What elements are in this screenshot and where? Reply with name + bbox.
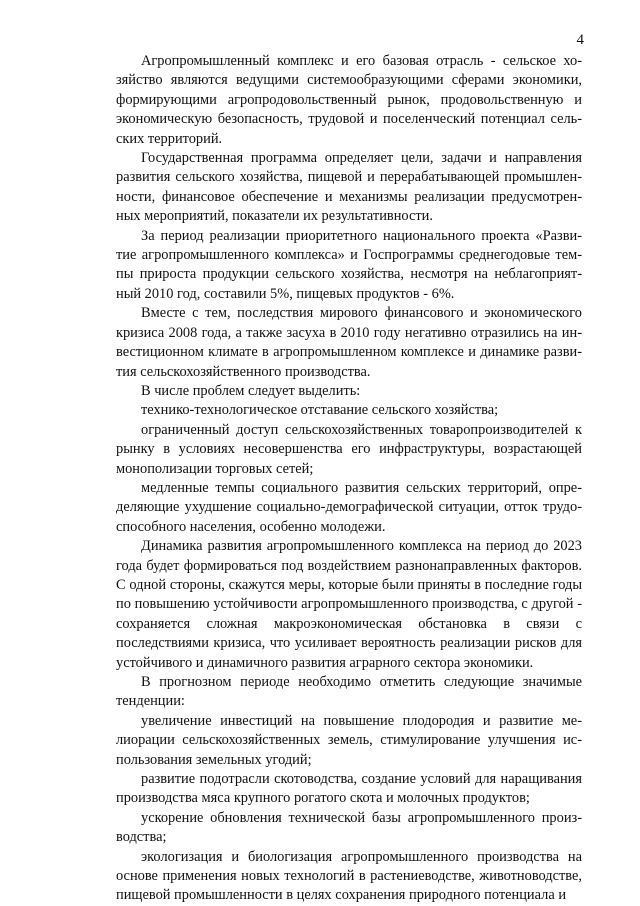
paragraph-apk-intro: Агропромышленный комплекс и его базовая отрасль - сельское хозяйство являются ведущими системообразующими сферами экономики, формирующими агропродовольственный рынок, продовольственную и экономическую безопасность, трудовой и поселенческий потенциал сельских территорий. [116, 53, 582, 147]
list-item-market-access: ограниченный доступ сельскохозяйственных товаропроизводителей к рынку в условиях несовершенства его инфраструктуры, возрастающей монополизации торговых сетей; [116, 421, 582, 477]
list-item-technology-lag: технико-технологическое отставание сельского хозяйства; [141, 402, 499, 419]
list-item-social-development: медленные темпы социального развития сельских территорий, определяющие ухудшение социально-демографической ситуации, отток трудоспособного населения, особенно молодежи. [116, 479, 582, 535]
list-item-investment-land: увеличение инвестиций на повышение плодородия и развитие мелиорации сельскохозяйственных земель, стимулирование улучшения использования земельных угодий; [116, 712, 582, 768]
paragraph-crisis-impact: Вместе с тем, последствия мирового финансового и экономического кризиса 2008 года, а также засуха в 2010 году негативно отразились на инвестиционном климате в агропромышленном комплексе и динамике развития сельскохозяйственного производства. [116, 305, 582, 380]
list-item-ecologization: экологизация и биологизация агропромышленного производства на основе применения новых технологий в растениеводстве, животноводстве, пищевой промышленности в целях сохранения природного потенциала и [116, 848, 582, 904]
paragraph-problems-intro: В числе проблем следует выделить: [141, 382, 361, 399]
paragraph-growth-rates: За период реализации приоритетного национального проекта «Развитие агропромышленного комплекса» и Госпрограммы среднегодовые темпы прироста продукции сельского хозяйства, несмотря на неблагоприятный 2010 год, составили 5%, пищевых продуктов - 6%. [116, 227, 582, 302]
paragraph-trends-intro: В прогнозном периоде необходимо отметить следующие значимые тенденции: [116, 674, 582, 710]
list-item-technical-renewal: ускорение обновления технической базы агропромышленного производства; [116, 809, 582, 846]
paragraph-dynamics-2023: Динамика развития агропромышленного комплекса на период до 2023 года будет формироваться под воздействием разнонаправленных факторов. С одной стороны, скажутся меры, которые были приняты в последние годы по повышению устойчивости агропромышленного производства, с другой - сохраняется сложная макроэкономическая обстановка в связи с последствиями кризиса, что усиливает вероятность реализации рисков для устойчивого и динамичного развития аграрного сектора экономики. [116, 538, 582, 671]
page-number: 4 [576, 32, 584, 48]
list-item-cattle-breeding: развитие подотрасли скотоводства, создание условий для наращивания производства мяса крупного рогатого скота и молочных продуктов; [116, 771, 582, 807]
paragraph-state-program: Государственная программа определяет цели, задачи и направления развития сельского хозяйства, пищевой и перерабатывающей промышленности, финансовое обеспечение и механизмы реализации предусмотренных мероприятий, показатели их результативности. [116, 150, 582, 225]
body-text [116, 52, 582, 906]
